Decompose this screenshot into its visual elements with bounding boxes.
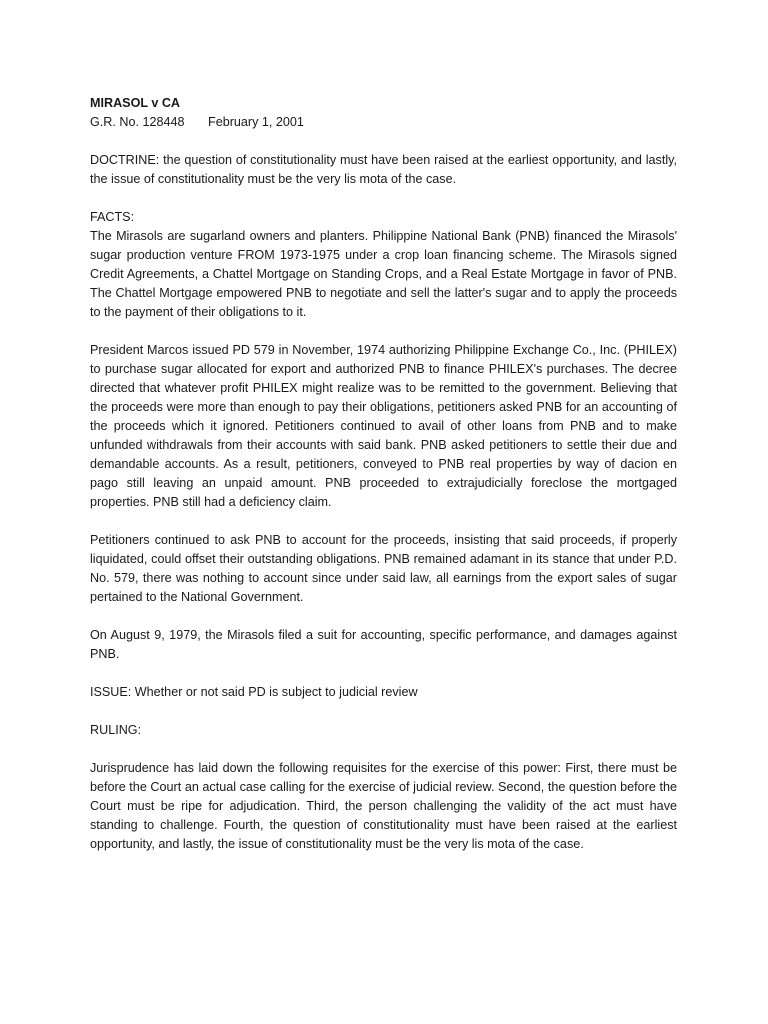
facts-paragraph-1: The Mirasols are sugarland owners and planters. Philippine National Bank (PNB) financed the Mirasols' sugar production venture FROM 1973-1975 under a crop loan financing scheme. The Mirasols signed Credit Agreements, a Chattel Mortgage on Standing Crops, and a Real Estate Mortgage in favor of PNB. The Chattel Mortgage empowered PNB to negotiate and sell the latter's sugar and to apply the proceeds to the payment of their obligations to it.	[90, 229, 677, 319]
case-date: February 1, 2001	[208, 115, 304, 129]
facts-heading: FACTS:	[90, 210, 135, 224]
case-number: G.R. No. 128448	[90, 115, 185, 129]
issue-paragraph: ISSUE: Whether or not said PD is subject to judicial review	[90, 685, 418, 699]
ruling-paragraph: Jurisprudence has laid down the following requisites for the exercise of this power: First, there must be before the Court an actual case calling for the exercise of judicial review. Second, the question before the Court must be ripe for adjudication. Third, the person challenging the validity of the act must have standing to challenge. Fourth, the question of constitutionality must have been raised at the earliest opportunity, and lastly, the issue of constitutionality must be the very lis mota of the case.	[90, 761, 677, 851]
case-title: MIRASOL v CA	[90, 96, 181, 110]
facts-paragraph-4: On August 9, 1979, the Mirasols filed a suit for accounting, specific performance, and damages against PNB.	[90, 628, 677, 661]
facts-paragraph-2: President Marcos issued PD 579 in November, 1974 authorizing Philippine Exchange Co., Inc. (PHILEX) to purchase sugar allocated for export and authorized PNB to finance PHILEX's purchases. The decree directed that whatever profit PHILEX might realize was to be remitted to the government. Believing that the proceeds were more than enough to pay their obligations, petitioners asked PNB for an accounting of the proceeds which it ignored. Petitioners continued to avail of other loans from PNB and to make unfunded withdrawals from their accounts with said bank. PNB asked petitioners to settle their due and demandable accounts. As a result, petitioners, conveyed to PNB real properties by way of dacion en pago still leaving an unpaid amount. PNB proceeded to extrajudicially foreclose the mortgaged properties. PNB still had a deficiency claim.	[90, 343, 677, 509]
case-citation	[90, 113, 677, 132]
document-page	[90, 94, 677, 873]
doctrine-paragraph: DOCTRINE: the question of constitutionality must have been raised at the earliest opportunity, and lastly, the issue of constitutionality must be the very lis mota of the case.	[90, 153, 677, 186]
facts-paragraph-3: Petitioners continued to ask PNB to account for the proceeds, insisting that said proceeds, if properly liquidated, could offset their outstanding obligations. PNB remained adamant in its stance that under P.D. No. 579, there was nothing to account since under said law, all earnings from the export sales of sugar pertained to the National Government.	[90, 533, 677, 604]
ruling-heading: RULING:	[90, 723, 142, 737]
